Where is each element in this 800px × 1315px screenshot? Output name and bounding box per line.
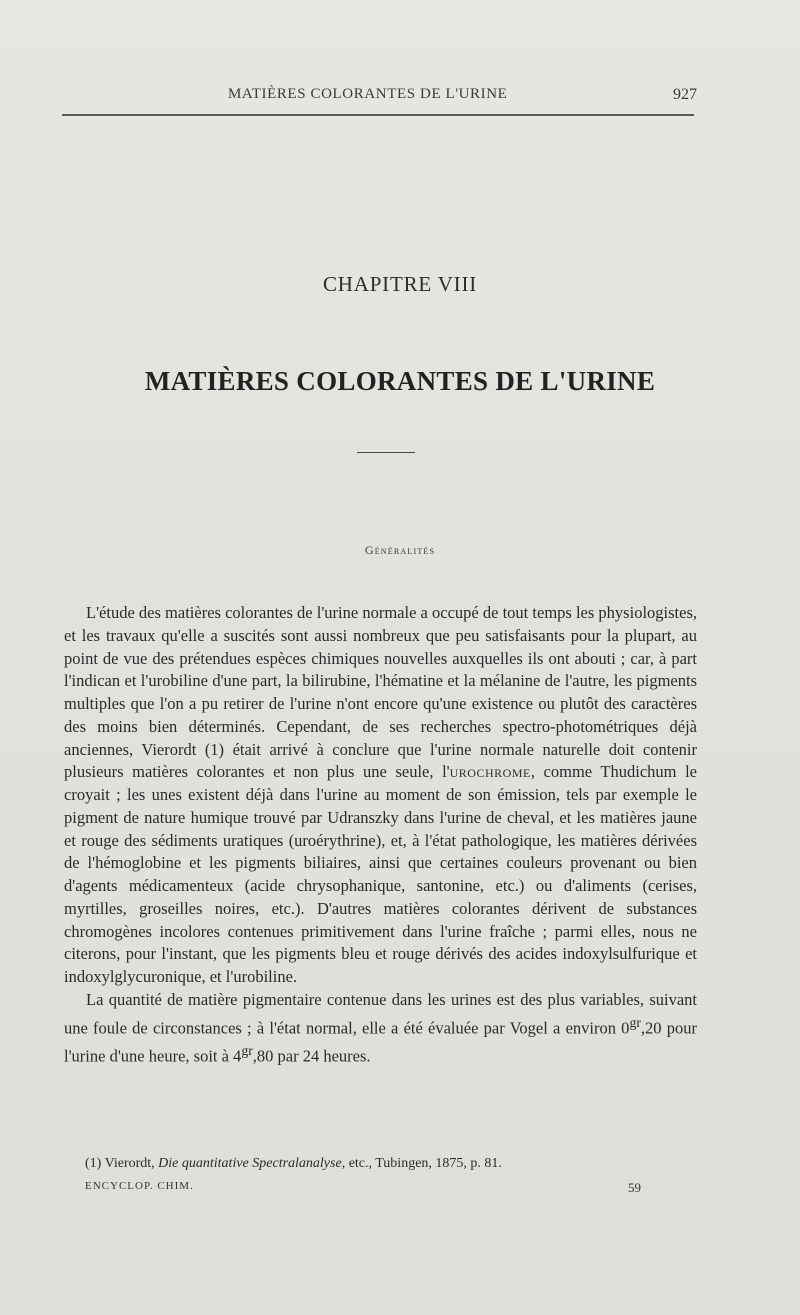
- paragraph-1-part-a: L'étude des matières colorantes de l'urine normale a occupé de tout temps les physiologistes, et les travaux qu'elle a suscités sont aussi nombreux que peu satisfaisants pour la plupart, au point de vue des prétendues espèces chimiques nouvelles auxquelles ils ont abouti ; car, à part l'indican et l'urobiline d'une part, la bilirubine, l'hématine et la mélanine de l'autre, les pigments multiples que l'on a pu retirer de l'urine n'ont encore qu'une existence ou plutôt des caractères des moins bien déterminés. Cependant, de ses recherches spectro-photométriques déjà anciennes, Vierordt (1) était arrivé à conclure que l'urine normale naturelle doit contenir plusieurs matières colorantes et non plus une seule, l': [64, 603, 697, 782]
- section-heading: Généralités: [364, 543, 436, 557]
- footnote-marker: (1) Vierordt,: [85, 1156, 159, 1171]
- paragraph-1-part-b: , comme Thudichum le croyait ; les unes existent déjà dans l'urine au moment de son émission, tels par exemple le pigment de nature humique trouvé par Udranszky dans l'urine de cheval, et les matières jaune et rouge des sédiments uratiques (uroérythrine), et, à l'état pathologique, les matières dérivées de l'hémoglobine et les pigments biliaires, ainsi que certaines couleurs provenant ou bien d'agents médicamenteux (acide chrysophanique, santonine, etc.) ou d'aliments (cerises, myrtilles, groseilles noires, etc.). D'autres matières colorantes dérivent de substances chromogènes incolores contenues primitivement dans l'urine fraîche ; parmi elles, nous ne citerons, pour l'instant, que les pigments bleu et rouge dérivés des acides indoxylsulfurique et indoxylglycuronique, et l'urobiline.: [64, 762, 697, 986]
- footnote: [85, 1156, 502, 1172]
- signature-label: ENCYCLOP. CHIM.: [85, 1180, 194, 1192]
- page-number: 927: [673, 86, 697, 103]
- body-text: [64, 602, 697, 1068]
- chapter-label: CHAPITRE VIII: [322, 272, 478, 296]
- title-rule: [357, 452, 415, 453]
- running-head: MATIÈRES COLORANTES DE L'URINE: [228, 86, 508, 102]
- paragraph-2-part-a: La quantité de matière pigmentaire contenue dans les urines est des plus variables, suivant une foule de circonstances ; à l'état normal, elle a été évaluée par Vogel a environ 0: [64, 989, 697, 1037]
- footnote-work: Die quantitative Spectralanalyse: [158, 1156, 342, 1171]
- header-rule: [62, 114, 694, 116]
- paragraph-1: [64, 602, 697, 989]
- paragraph-2-part-b: ,20 pour l'urine d'une heure, soit à 4: [64, 1018, 697, 1066]
- unit-gram-2: gr: [241, 1042, 253, 1058]
- signature-number: 59: [628, 1180, 641, 1195]
- term-urochrome: urochrome: [449, 762, 531, 782]
- paragraph-2: [64, 989, 697, 1068]
- unit-gram-1: gr: [629, 1014, 641, 1030]
- paragraph-2-part-c: ,80 par 24 heures.: [252, 1046, 371, 1066]
- footnote-rest: , etc., Tubingen, 1875, p. 81.: [341, 1156, 502, 1171]
- chapter-title: MATIÈRES COLORANTES DE L'URINE: [144, 366, 656, 396]
